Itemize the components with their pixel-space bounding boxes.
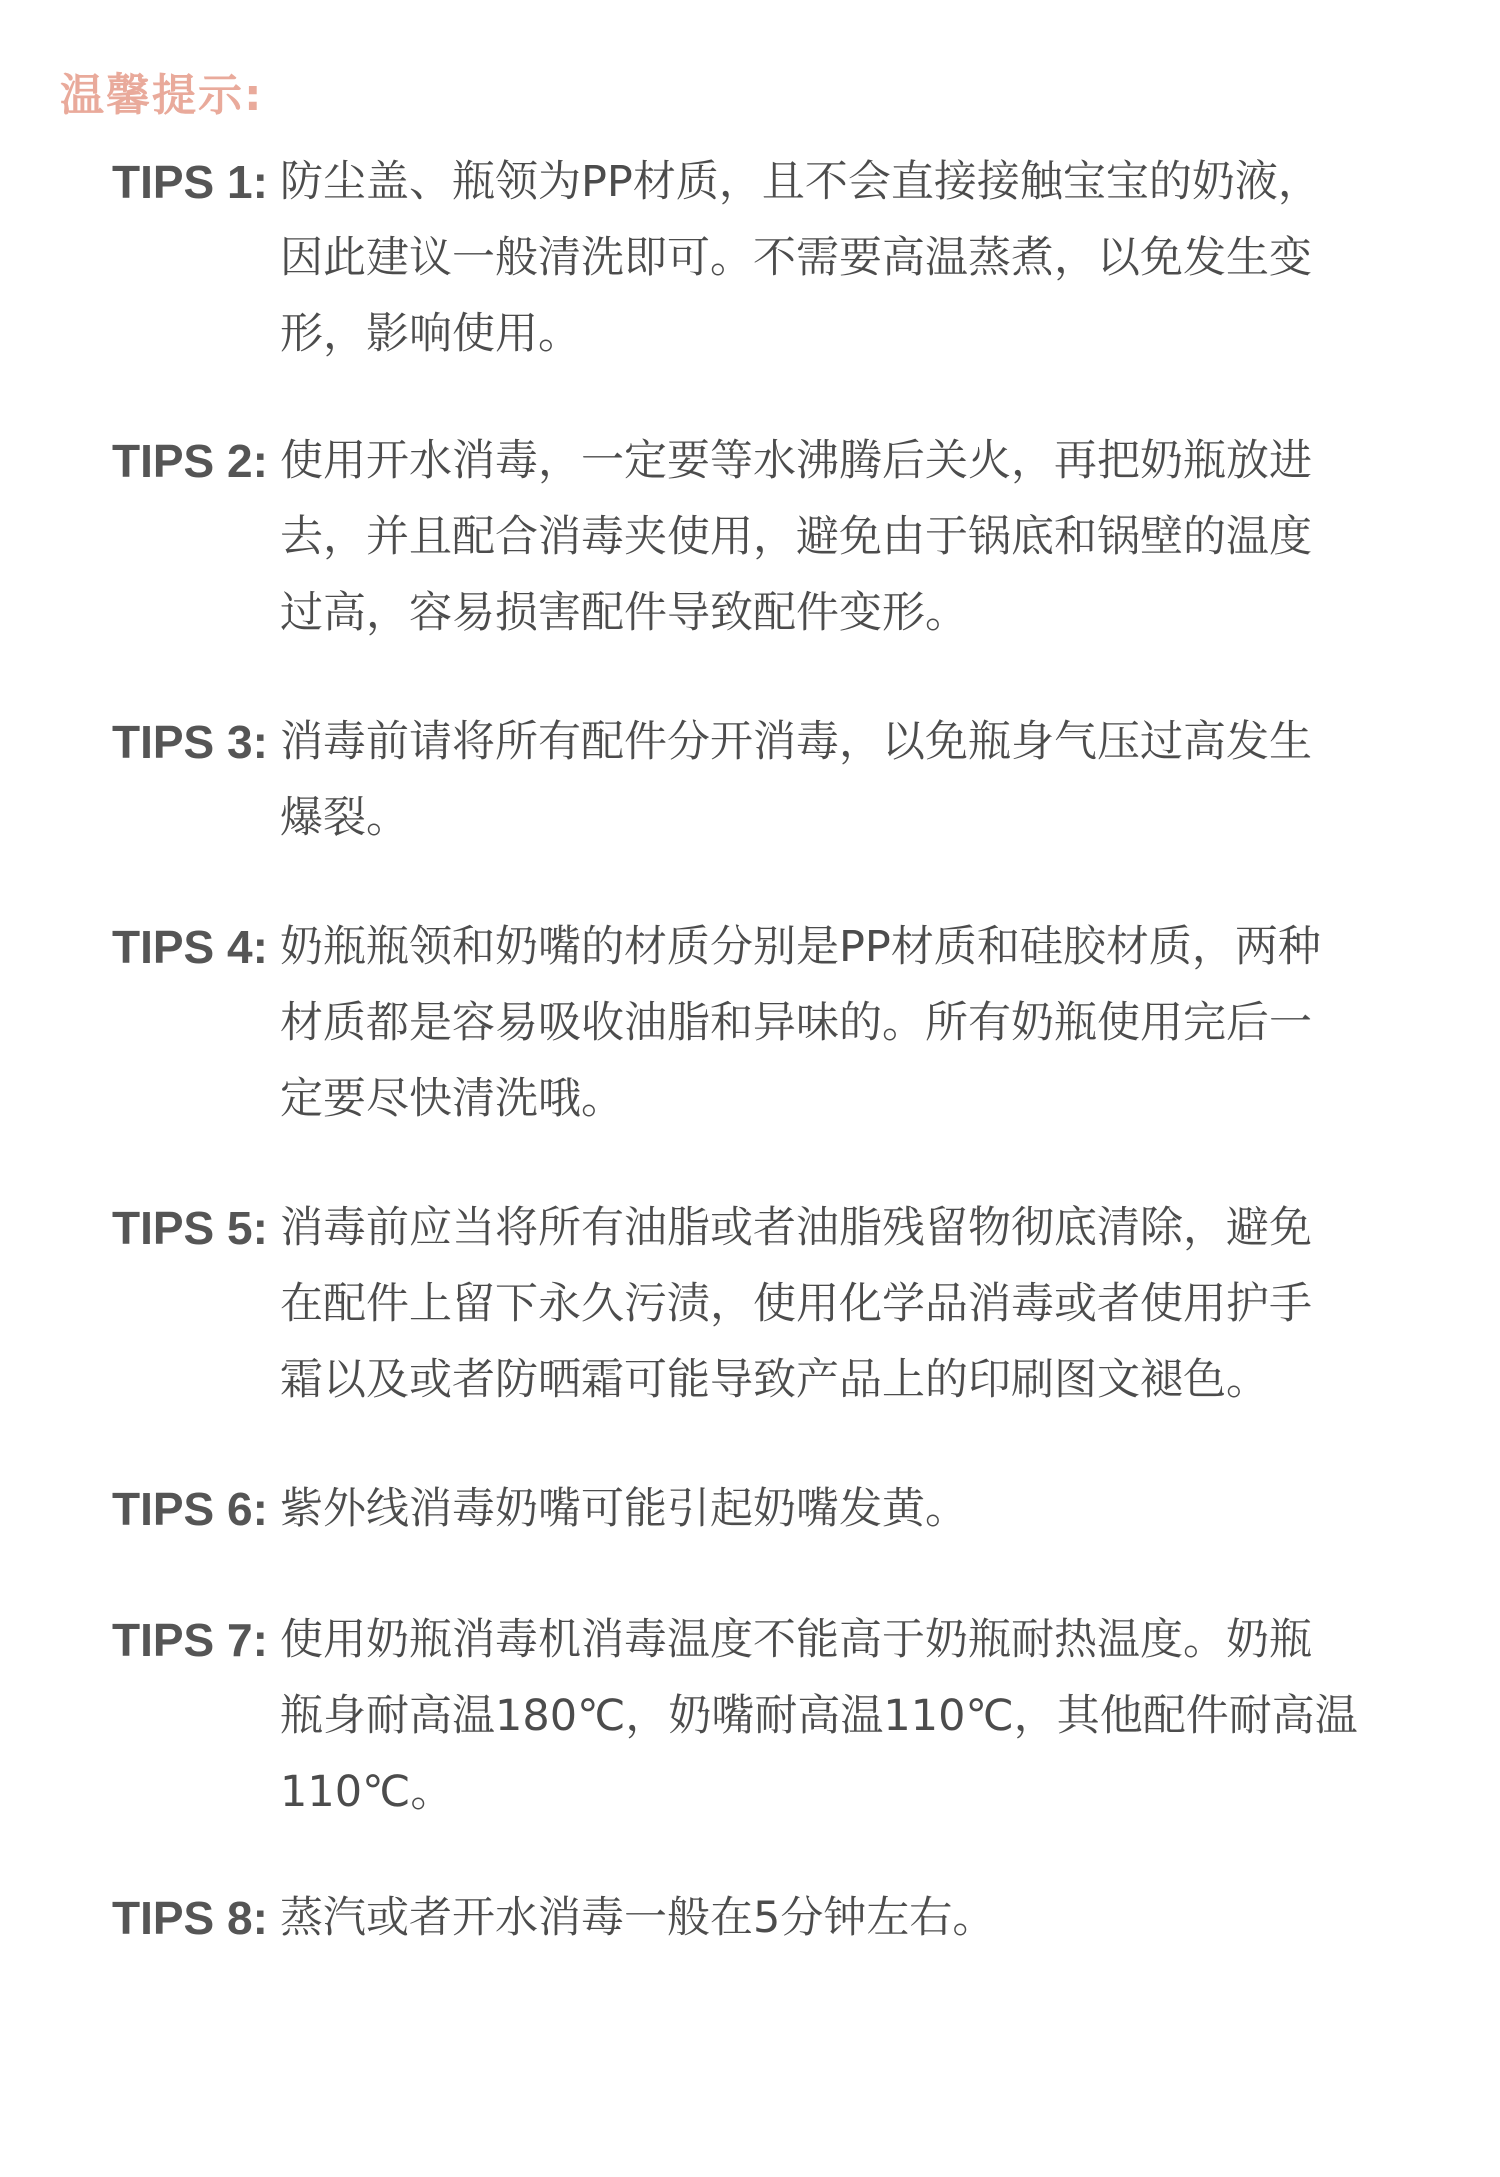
tip-4-line-1: 奶瓶瓶领和奶嘴的材质分别是PP材质和硅胶材质，两种: [280, 922, 1321, 972]
tip-2-line-2: 去，并且配合消毒夹使用，避免由于锅底和锅壁的温度: [280, 512, 1312, 562]
tip-8-line-1: 蒸汽或者开水消毒一般在5分钟左右。: [280, 1893, 996, 1943]
tip-1-label: TIPS 1:: [112, 156, 268, 208]
tip-3-text: [280, 704, 1420, 856]
tip-2-text: [280, 423, 1420, 651]
tip-5-line-2: 在配件上留下永久污渍，使用化学品消毒或者使用护手: [280, 1279, 1312, 1329]
tip-1-line-1: 防尘盖、瓶领为PP材质，且不会直接接触宝宝的奶液，: [280, 157, 1321, 207]
tip-3: [112, 704, 1420, 856]
tip-7-line-1: 使用奶瓶消毒机消毒温度不能高于奶瓶耐热温度。奶瓶: [280, 1615, 1312, 1665]
tip-5-label: TIPS 5:: [112, 1202, 268, 1254]
tip-2-line-1: 使用开水消毒，一定要等水沸腾后关火，再把奶瓶放进: [280, 436, 1312, 486]
tip-4-line-3: 定要尽快清洗哦。: [280, 1074, 624, 1124]
tip-1-line-2: 因此建议一般清洗即可。不需要高温蒸煮，以免发生变: [280, 233, 1312, 283]
tip-4-label: TIPS 4:: [112, 921, 268, 973]
tip-3-line-2: 爆裂。: [280, 793, 409, 843]
tip-6: [112, 1471, 1420, 1547]
tip-6-line-1: 紫外线消毒奶嘴可能引起奶嘴发黄。: [280, 1484, 968, 1534]
tip-4: [112, 909, 1420, 1137]
tip-1: [112, 144, 1420, 372]
tip-2-line-3: 过高，容易损害配件导致配件变形。: [280, 588, 968, 638]
tip-5-line-3: 霜以及或者防晒霜可能导致产品上的印刷图文褪色。: [280, 1355, 1269, 1405]
tip-3-line-1: 消毒前请将所有配件分开消毒，以免瓶身气压过高发生: [280, 717, 1312, 767]
tip-7-line-2: 瓶身耐高温180℃，奶嘴耐高温110℃，其他配件耐高温: [280, 1691, 1358, 1741]
tip-2-label: TIPS 2:: [112, 435, 268, 487]
tip-1-text: [280, 144, 1420, 372]
tip-2: [112, 423, 1420, 651]
tip-7: [112, 1602, 1420, 1830]
tip-5: [112, 1190, 1420, 1418]
tip-8: [112, 1880, 1420, 1956]
tip-4-line-2: 材质都是容易吸收油脂和异味的。所有奶瓶使用完后一: [280, 998, 1312, 1048]
tip-6-text: [280, 1471, 1420, 1547]
tip-4-text: [280, 909, 1420, 1137]
tip-5-text: [280, 1190, 1420, 1418]
tip-3-label: TIPS 3:: [112, 716, 268, 768]
tip-8-label: TIPS 8:: [112, 1892, 268, 1944]
tip-7-line-3: 110℃。: [280, 1767, 454, 1817]
tip-7-label: TIPS 7:: [112, 1614, 268, 1666]
page-heading: 温馨提示:: [60, 70, 264, 121]
tip-8-text: [280, 1880, 1420, 1956]
tip-1-line-3: 形，影响使用。: [280, 309, 581, 359]
tip-6-label: TIPS 6:: [112, 1483, 268, 1535]
tip-5-line-1: 消毒前应当将所有油脂或者油脂残留物彻底清除，避免: [280, 1203, 1312, 1253]
tip-7-text: [280, 1602, 1420, 1830]
